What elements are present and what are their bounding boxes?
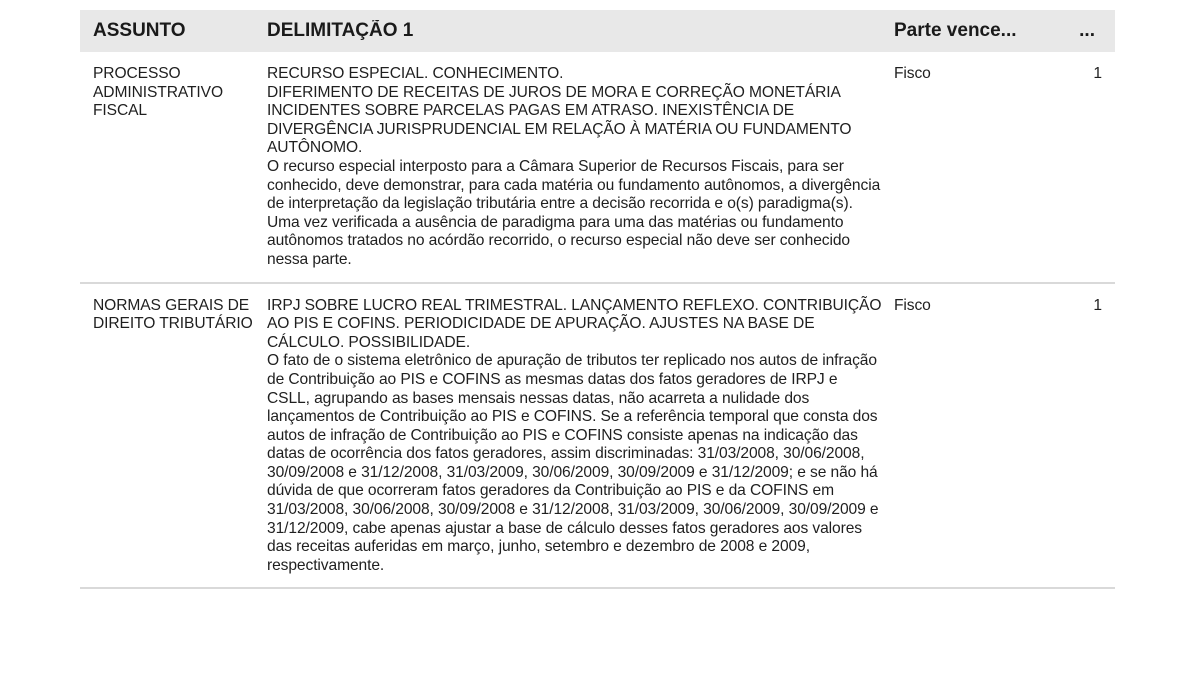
cell-parte-vencedora: Fisco — [894, 296, 931, 314]
table-header — [80, 10, 1115, 52]
header-more-columns[interactable]: ... — [1079, 20, 1095, 41]
cell-delimitacao: RECURSO ESPECIAL. CONHECIMENTO. DIFERIMENTO DE RECEITAS DE JUROS DE MORA E CORREÇÃO MONETÁRIA INCIDENTES SOBRE PARCELAS PAGAS EM ATRASO. INEXISTÊNCIA DE DIVERGÊNCIA JURISPRUDENCIAL EM RELAÇÃO À MATÉRIA OU FUNDAMENTO AUTÔNOMO. O recurso especial interposto para a Câmara Superior de Recursos Fiscais, para ser conhecido, deve demonstrar, para cada matéria ou fundamento autônomos, a divergência de interpretação da legislação tributária entre a decisão recorrida e o(s) paradigma(s). Uma vez verificada a ausência de paradigma para uma das matérias ou fundamento autônomos tratados no acórdão recorrido, o recurso especial não deve ser conhecido nessa parte. — [267, 65, 881, 268]
cell-parte-vencedora: Fisco — [894, 65, 931, 82]
cell-count: 1 — [1093, 65, 1102, 82]
cell-delimitacao: IRPJ SOBRE LUCRO REAL TRIMESTRAL. LANÇAMENTO REFLEXO. CONTRIBUIÇÃO AO PIS E COFINS. PERIODICIDADE DE APURAÇÃO. AJUSTES NA BASE DE CÁLCULO. POSSIBILIDADE. O fato de o sistema eletrônico de apuração de tributos ter replicado nos autos de infração de Contribuição ao PIS e COFINS as mesmas datas dos fatos geradores de IRPJ e CSLL, agrupando as bases mensais nessas datas, não acarreta a nulidade dos lançamentos de Contribuição ao PIS e COFINS. Se a referência temporal que consta dos autos de infração de Contribuição ao PIS e COFINS consiste apenas na indicação das datas de ocorrência dos fatos geradores, assim discriminadas: 31/03/2008, 30/06/2008, 30/09/2008 e 31/12/2008, 31/03/2009, 30/06/2009, 30/09/2009 e 31/12/2009; e se não há dúvida de que ocorreram fatos geradores da Contribuição ao PIS e da COFINS em 31/03/2008, 30/06/2008, 30/09/2008 e 31/12/2008, 31/03/2009, 30/06/2009, 30/09/2009 e 31/12/2009, cabe apenas ajustar a base de cálculo desses fatos geradores aos valores das receitas auferidas em março, junho, setembro e dezembro de 2008 e 2009, respectivamente. — [267, 296, 882, 574]
header-parte-vencedora[interactable]: Parte vence... — [894, 20, 1017, 41]
header-assunto[interactable]: ASSUNTO — [93, 20, 186, 41]
cell-count: 1 — [1093, 296, 1102, 314]
cell-assunto: NORMAS GERAIS DE DIREITO TRIBUTÁRIO — [93, 296, 253, 333]
table-row[interactable] — [80, 284, 1115, 590]
table-row[interactable] — [80, 52, 1115, 284]
results-table — [80, 10, 1115, 589]
header-delimitacao[interactable]: DELIMITAÇÃO 1 — [267, 20, 414, 41]
cell-assunto: PROCESSO ADMINISTRATIVO FISCAL — [93, 65, 223, 120]
